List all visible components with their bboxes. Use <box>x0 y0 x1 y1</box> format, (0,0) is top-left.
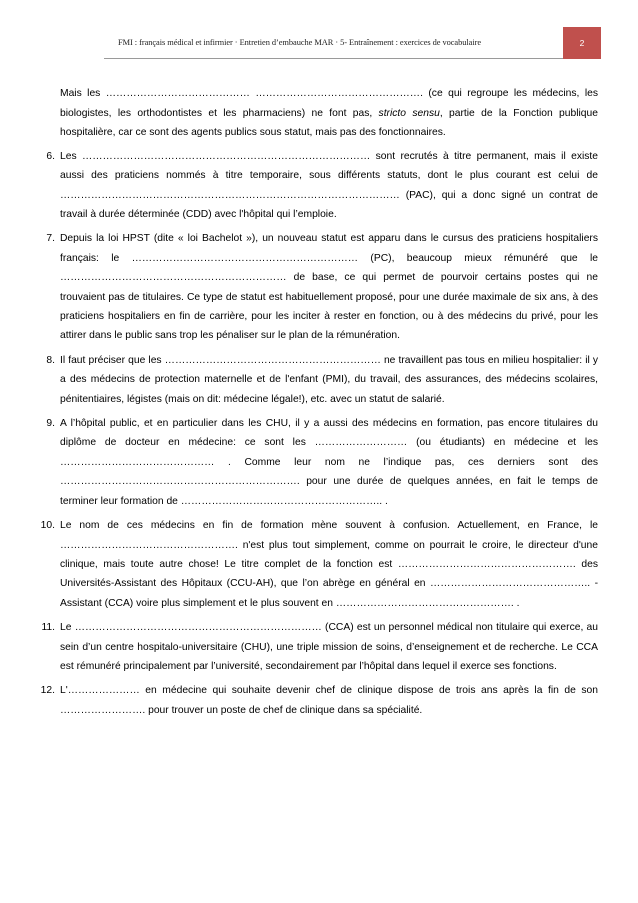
item-number: 7. <box>46 233 55 245</box>
page-header <box>0 0 638 62</box>
page-number-badge: 2 <box>563 27 601 59</box>
exercise-item-10 <box>40 516 598 613</box>
intro-text-after: , partie de la Fonction publique hospitalière, car ce sont des agents publics sous statut, mais pas des fonctionnaires. <box>60 107 598 139</box>
intro-text-before: Mais les …………………………………… …………………………………………. (ce qui regroupe les médecins, les biologistes, les orthodontistes et les pharmaciens) ne font pas, <box>60 88 598 119</box>
exercise-item-11 <box>41 618 598 676</box>
item-number: 9. <box>46 418 55 430</box>
item-text: Il faut préciser que les ……………………………………………………… ne travaillent pas tous en milieu hospitalier: il y a des médecins de protection maternelle et de l'enfant (PMI), du travail, des assurances, des médecins scolaires, pénitentiaires, légistes (mais on dit: médecine légale!), etc. avec un statut de salarié. <box>60 354 598 405</box>
item-number: 10. <box>40 520 55 532</box>
exercise-item-12 <box>40 681 598 720</box>
exercise-item-8 <box>46 351 598 409</box>
exercise-item-6 <box>46 147 598 225</box>
item-number: 11. <box>41 622 55 634</box>
item-number: 12. <box>40 685 55 697</box>
exercise-item-7 <box>46 229 598 345</box>
item-number: 8. <box>46 354 55 366</box>
item-text: Les ………………………………………………………………………… sont recrutés à titre permanent, mais il existe aussi des praticiens nommés à titre temporaire, sous différents statuts, dont le plus courant est celui de ……………………………………………………………………………………… (PAC), qui a donc signé un contrat de travail à durée déterminée (CDD) avec l'hôpital qui l’emploie. <box>60 150 598 220</box>
exercise-item-9 <box>46 414 598 511</box>
item-text: Le ……………………………………………………………… (CCA) est un personnel médical non titulaire qui exerce, au sein d’un centre hospitalo-universitaire (CHU), une triple mission de soins, d’enseignement et de recherche. Le CCA est rémunéré principalement par l’université, secondairement par l’hôpital dans lequel il exerce ses fonctions. <box>60 622 598 672</box>
exercise-list <box>0 147 638 720</box>
item-text: Depuis la loi HPST (dite « loi Bachelot »), un nouveau statut est apparu dans le cursus des praticiens hospitaliers français: le ………………………………………………………… (PC), beaucoup mieux rémunéré que le ………………………………………………………… de base, ce qui permet de pourvoir certains postes qui ne trouvaient pas de titulaires. Ce type de statut est habituellement proposé, pour une durée maximale de six ans, à des praticiens hospitaliers en fin de carrière, pour les inciter à rester en fonction, ou à des médecins du privé, pour les attirer dans le public sans trop les pénaliser sur le plan de la rémunération. <box>60 233 598 342</box>
header-divider <box>104 58 563 59</box>
item-text: Le nom de ces médecins en fin de formation mène souvent à confusion. Actuellement, en France, le ……………………………………………. n'est plus tout simplement, comme on pourrait le croire, le directeur d'une clinique, mais toute autre chose! Le titre complet de la fonction est ……………………………………………. des Universités-Assistant des Hôpitaux (CCU-AH), que l’on abrège en général en ……………………………………….. -Assistant (CCA) voire plus simplement et le plus souvent en ……………………………………………. . <box>60 520 598 609</box>
intro-paragraph <box>60 84 598 143</box>
intro-emphasis: stricto sensu <box>378 107 440 119</box>
item-number: 6. <box>46 150 55 162</box>
header-title: FMI : français médical et infirmier · Entretien d’embauche MAR · 5- Entraînement : exercices de vocabulaire <box>118 38 481 47</box>
document-body <box>0 84 638 725</box>
item-text: A l’hôpital public, et en particulier dans les CHU, il y a aussi des médecins en formation, pas encore titulaires du diplôme de docteur en médecine: ce sont les ……………………… (ou étudiants) en médecine et les ……………………………………… . Comme leur nom ne l’indique pas, ces derniers sont des ……………………………………………………………. pour une durée de quelques années, en fait le temps de terminer leur formation de ………………………………………………….. . <box>60 418 598 507</box>
item-text: L'………………… en médecine qui souhaite devenir chef de clinique dispose de trois ans après la fin de son ……………………. pour trouver un poste de chef de clinique dans sa spécialité. <box>60 685 598 716</box>
